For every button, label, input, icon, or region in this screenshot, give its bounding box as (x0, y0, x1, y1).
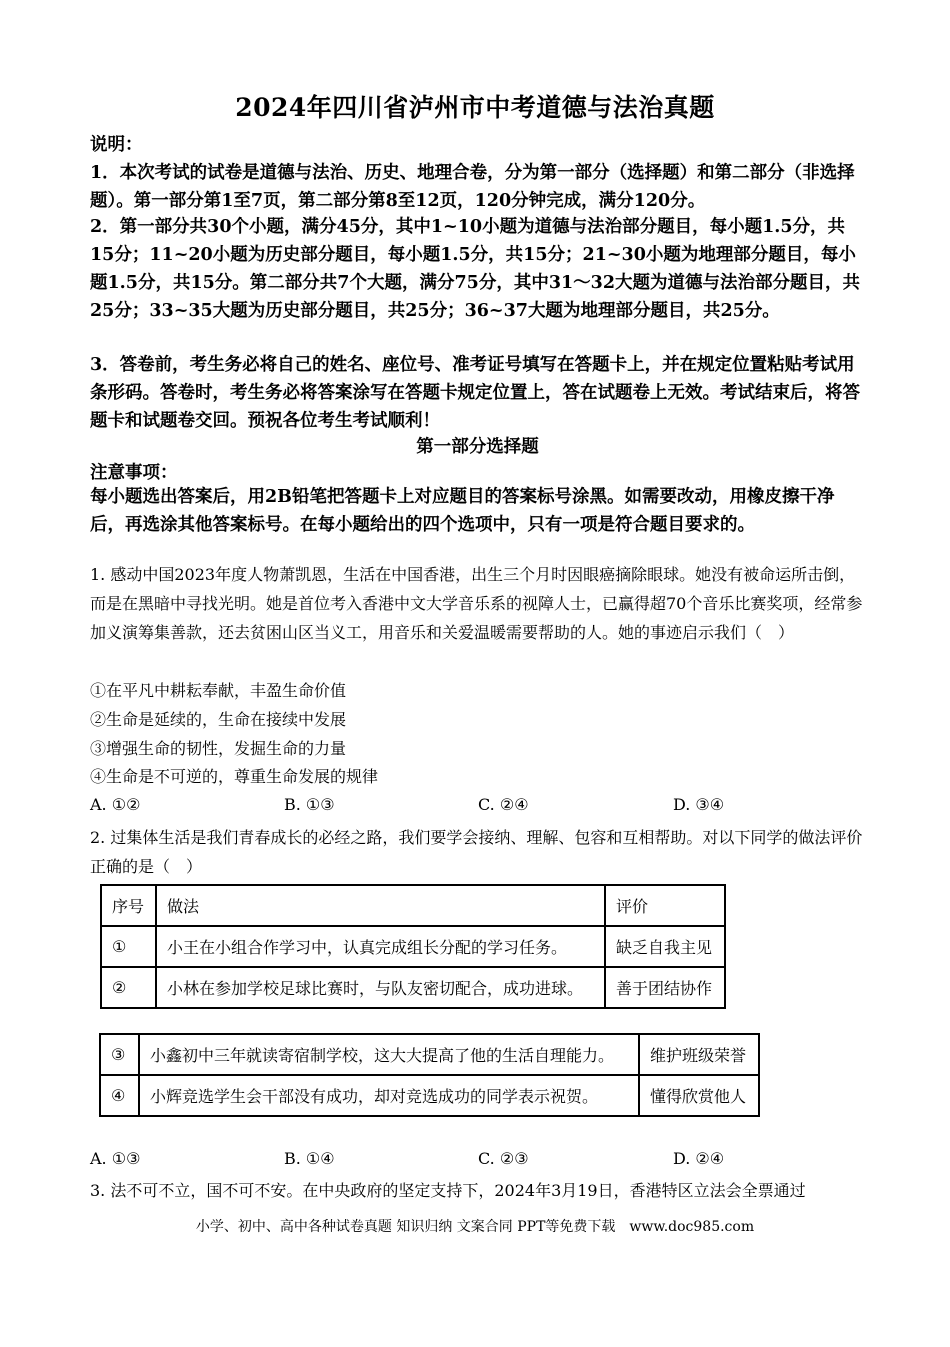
exam-title: 2024年四川省泸州市中考道德与法治真题 (235, 93, 715, 122)
q1-item-3: ③增强生命的韧性，发掘生命的力量 (90, 739, 347, 758)
header-practice: 做法 (156, 885, 605, 926)
page-footer: 小学、初中、高中各种试卷真题 知识归纳 文案合同 PPT等免费下载 www.doc985.com (195, 1219, 755, 1235)
note-1: 1．本次考试的试卷是道德与法治、历史、地理合卷，分为第一部分（选择题）和第二部分（非选择题）。第一部分第1至7页，第二部分第8至12页，120分钟完成，满分120分。 (90, 163, 855, 211)
row-number: ③ (100, 1034, 139, 1075)
row-practice: 小鑫初中三年就读寄宿制学校，这大大提高了他的生活自理能力。 (139, 1034, 639, 1075)
table-row (100, 1034, 759, 1075)
q2-option-b[interactable]: B. ①④ (284, 1149, 335, 1168)
question-1-stem: 1. 感动中国2023年度人物萧凯恩，生活在中国香港，出生三个月时因眼癌摘除眼球。她没有被命运所击倒，而是在黑暗中寻找光明。她是首位考入香港中文大学音乐系的视障人士，已赢得超70个音乐比赛奖项，经常参加义演筹集善款，还去贫困山区当义工，用音乐和关爱温暖需要帮助的人。她的事迹启示我们（ ） (90, 565, 863, 642)
table-row (101, 926, 725, 967)
row-number: ④ (100, 1075, 139, 1116)
part-heading: 第一部分选择题 (416, 437, 539, 457)
question-2-stem: 2. 过集体生活是我们青春成长的必经之路，我们要学会接纳、理解、包容和互相帮助。对以下同学的做法评价正确的是（ ） (90, 828, 863, 876)
q2-options (90, 1145, 870, 1173)
q2-table-1 (100, 884, 726, 1009)
attention-text: 每小题选出答案后，用2B铅笔把答题卡上对应题目的答案标号涂黑。如需要改动，用橡皮擦干净后，再选涂其他答案标号。在每小题给出的四个选项中，只有一项是符合题目要求的。 (90, 487, 835, 535)
q2-table-2 (99, 1033, 760, 1117)
q1-item-2: ②生命是延续的，生命在接续中发展 (90, 710, 347, 729)
row-practice: 小林在参加学校足球比赛时，与队友密切配合，成功进球。 (156, 967, 605, 1008)
row-evaluation: 缺乏自我主见 (605, 926, 725, 967)
notes-heading: 说明： (90, 135, 143, 155)
row-practice: 小辉竞选学生会干部没有成功，却对竞选成功的同学表示祝贺。 (139, 1075, 639, 1116)
q2-option-c[interactable]: C. ②③ (478, 1149, 529, 1168)
q1-option-a[interactable]: A. ①② (90, 795, 141, 814)
header-number: 序号 (101, 885, 156, 926)
q1-option-c[interactable]: C. ②④ (478, 795, 529, 814)
table-row (101, 967, 725, 1008)
q2-option-d[interactable]: D. ②④ (673, 1149, 725, 1168)
row-evaluation: 善于团结协作 (605, 967, 725, 1008)
row-number: ① (101, 926, 156, 967)
row-evaluation: 懂得欣赏他人 (639, 1075, 759, 1116)
header-evaluation: 评价 (605, 885, 725, 926)
q1-option-d[interactable]: D. ③④ (673, 795, 725, 814)
q1-item-4: ④生命是不可逆的，尊重生命发展的规律 (90, 767, 379, 786)
row-practice: 小王在小组合作学习中，认真完成组长分配的学习任务。 (156, 926, 605, 967)
q1-options (90, 791, 870, 819)
q1-item-1: ①在平凡中耕耘奉献，丰盈生命价值 (90, 681, 347, 700)
row-evaluation: 维护班级荣誉 (639, 1034, 759, 1075)
attention-heading: 注意事项： (90, 463, 178, 483)
row-number: ② (101, 967, 156, 1008)
q1-option-b[interactable]: B. ①③ (284, 795, 335, 814)
note-2: 2．第一部分共30个小题，满分45分，其中1~10小题为道德与法治部分题目，每小题1.5分，共15分；11~20小题为历史部分题目，每小题1.5分，共15分；21~30小题为地理部分题目，每小题1.5分，共15分。第二部分共7个大题，满分75分，其中31～32大题为道德与法治部分题目，共25分；33~35大题为历史部分题目，共25分；36~37大题为地理部分题目，共25分。 (90, 217, 861, 321)
table-header-row (101, 885, 725, 926)
note-3: 3．答卷前，考生务必将自己的姓名、座位号、准考证号填写在答题卡上，并在规定位置粘贴考试用条形码。答卷时，考生务必将答案涂写在答题卡规定位置上，答在试题卷上无效。考试结束后，将答题卡和试题卷交回。预祝各位考生考试顺利！ (90, 355, 860, 431)
q2-option-a[interactable]: A. ①③ (90, 1149, 141, 1168)
table-row (100, 1075, 759, 1116)
question-3-stem: 3. 法不可不立，国不可不安。在中央政府的坚定支持下，2024年3月19日，香港特区立法会全票通过 (90, 1181, 806, 1200)
